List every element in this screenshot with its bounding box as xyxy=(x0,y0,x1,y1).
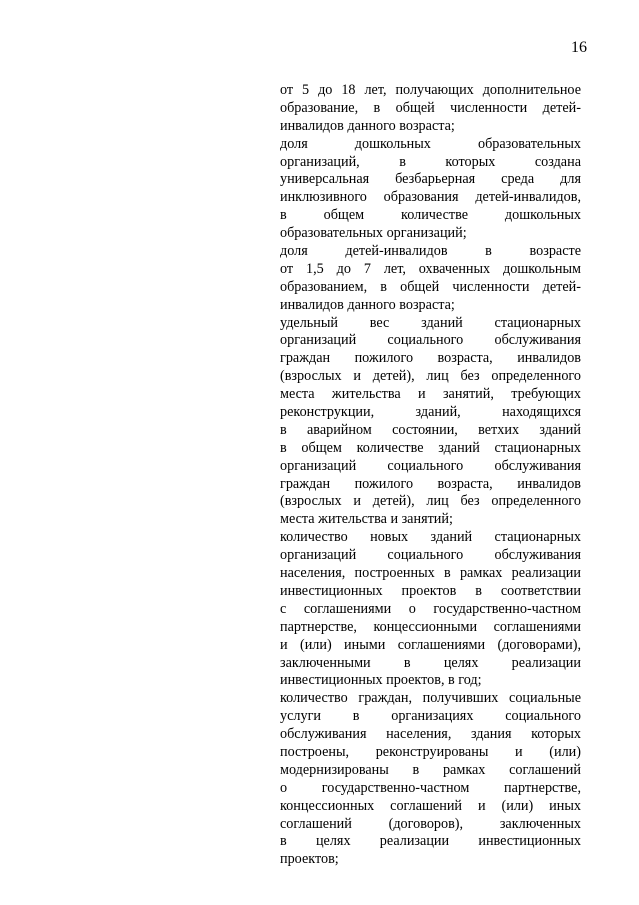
text-line: доля детей-инвалидов в возрасте xyxy=(280,243,581,260)
text-line: количество новых зданий стационарных xyxy=(280,529,581,546)
text-line: образованием, в общей численности детей- xyxy=(280,278,581,295)
document-body xyxy=(280,82,581,869)
text-line: концессионных соглашений и (или) иных xyxy=(280,797,581,814)
text-line: инвалидов данного возраста; xyxy=(280,296,455,313)
text-line: модернизированы в рамках соглашений xyxy=(280,761,581,778)
text-line: от 5 до 18 лет, получающих дополнительное xyxy=(280,82,581,98)
text-line: услуги в организациях социального xyxy=(280,708,581,725)
text-line: заключенными в целях реализации xyxy=(280,654,581,671)
text-line: в аварийном состоянии, ветхих зданий xyxy=(280,421,581,438)
text-line: места жительства и занятий; xyxy=(280,511,453,528)
text-line: доля дошкольных образовательных xyxy=(280,135,581,152)
text-line: места жительства и занятий, требующих xyxy=(280,386,581,403)
paragraph-2 xyxy=(280,136,581,243)
text-line: (взрослых и детей), лиц без определенного xyxy=(280,493,581,510)
text-line: реконструкции, зданий, находящихся xyxy=(280,404,581,421)
text-line: универсальная безбарьерная среда для xyxy=(280,171,581,188)
text-line: проектов; xyxy=(280,851,339,868)
text-line: о государственно-частном партнерстве, xyxy=(280,779,581,796)
text-line: построены, реконструированы и (или) xyxy=(280,743,581,760)
text-line: инвалидов данного возраста; xyxy=(280,117,455,134)
text-line: образование, в общей численности детей- xyxy=(280,99,581,116)
paragraph-1 xyxy=(280,82,581,136)
text-line: образовательных организаций; xyxy=(280,225,467,242)
paragraph-5 xyxy=(280,529,581,690)
text-line: (взрослых и детей), лиц без определенного xyxy=(280,368,581,385)
text-line: удельный вес зданий стационарных xyxy=(280,314,581,331)
text-line: количество граждан, получивших социальные xyxy=(280,690,581,707)
text-line: в целях реализации инвестиционных xyxy=(280,833,581,850)
text-line: от 1,5 до 7 лет, охваченных дошкольным xyxy=(280,260,581,277)
text-line: в общем количестве зданий стационарных xyxy=(280,439,581,456)
text-line: организаций социального обслуживания xyxy=(280,547,581,564)
page-number: 16 xyxy=(571,39,587,56)
text-line: обслуживания населения, здания которых xyxy=(280,726,581,743)
text-line: в общем количестве дошкольных xyxy=(280,207,581,224)
text-line: партнерстве, концессионными соглашениями xyxy=(280,618,581,635)
text-line: граждан пожилого возраста, инвалидов xyxy=(280,475,581,492)
text-line: населения, построенных в рамках реализации xyxy=(280,565,581,582)
text-line: инвестиционных проектов в соответствии xyxy=(280,582,581,599)
paragraph-6 xyxy=(280,690,581,869)
text-line: соглашений (договоров), заключенных xyxy=(280,815,581,832)
text-line: граждан пожилого возраста, инвалидов xyxy=(280,350,581,367)
paragraph-3 xyxy=(280,243,581,315)
text-line: организаций социального обслуживания xyxy=(280,332,581,349)
text-line: инклюзивного образования детей-инвалидов, xyxy=(280,189,581,206)
text-line: организаций, в которых создана xyxy=(280,153,581,170)
text-line: и (или) иными соглашениями (договорами), xyxy=(280,636,581,653)
text-line: инвестиционных проектов, в год; xyxy=(280,672,482,689)
text-line: организаций социального обслуживания xyxy=(280,457,581,474)
paragraph-4 xyxy=(280,315,581,530)
text-line: с соглашениями о государственно-частном xyxy=(280,600,581,617)
